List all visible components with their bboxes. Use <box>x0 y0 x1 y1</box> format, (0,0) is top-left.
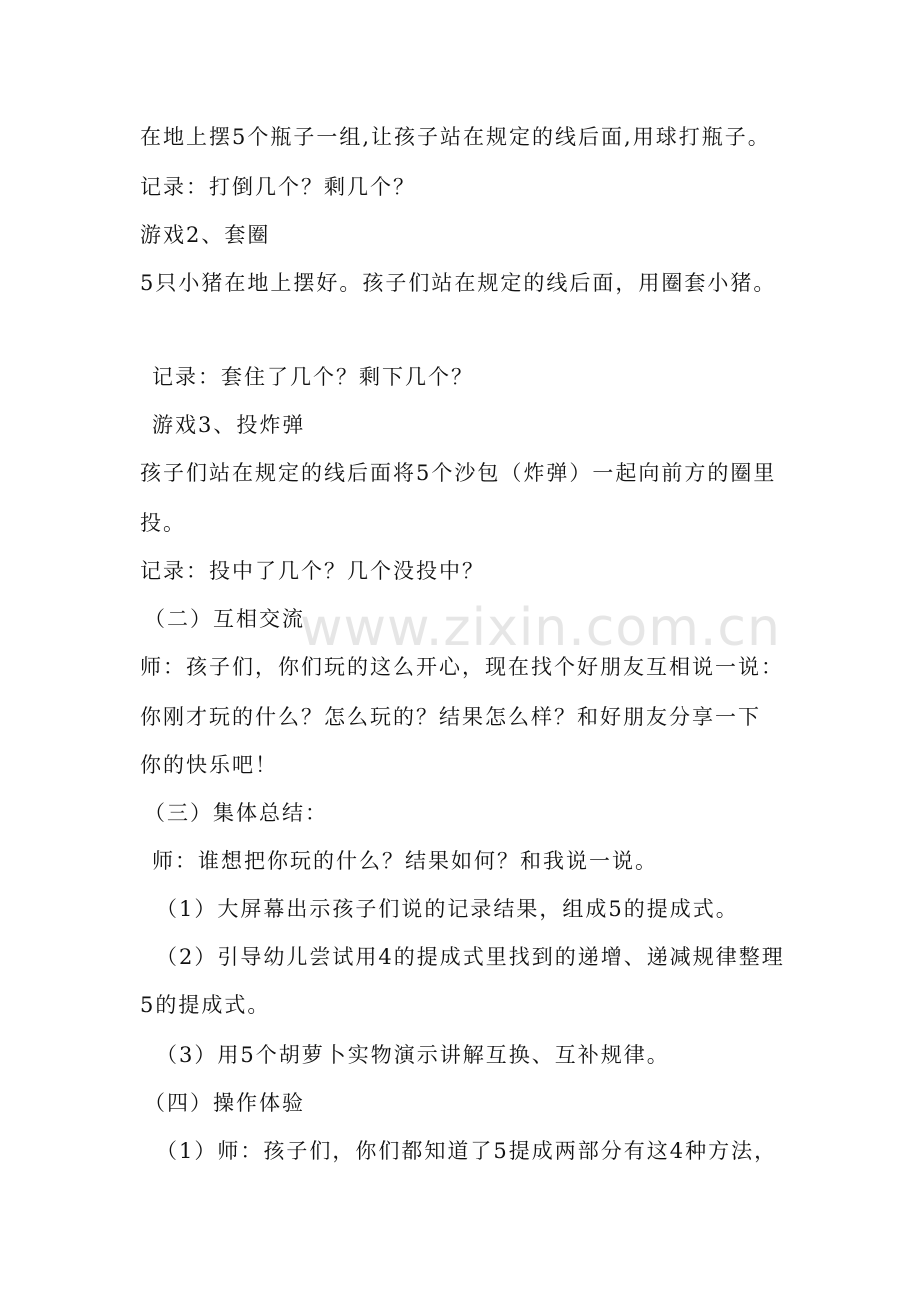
text-line: 你刚才玩的什么？怎么玩的？结果怎么样？和好朋友分享一下 <box>140 705 761 729</box>
text-line: 记录：投中了几个？几个没投中？ <box>140 559 485 583</box>
section-heading: （三）集体总结： <box>144 801 328 825</box>
text-line: 投。 <box>140 511 186 535</box>
watermark: www.zixin.com.cn <box>300 598 781 658</box>
text-line: 师：孩子们，你们玩的这么开心，现在找个好朋友互相说一说： <box>140 655 784 679</box>
text-line: 在地上摆5个瓶子一组,让孩子站在规定的线后面,用球打瓶子。 <box>140 125 771 149</box>
text-line: 5只小猪在地上摆好。孩子们站在规定的线后面，用圈套小猪。 <box>140 271 777 295</box>
text-line: 5的提成式。 <box>140 993 271 1017</box>
text-line: 师：谁想把你玩的什么？结果如何？和我说一说。 <box>152 849 658 873</box>
list-item: （2）引导幼儿尝试用4的提成式里找到的递增、递减规律整理 <box>156 945 785 969</box>
text-line: 游戏3、投炸弹 <box>152 413 306 437</box>
list-item: （1）大屏幕出示孩子们说的记录结果，组成5的提成式。 <box>156 897 739 921</box>
section-heading: （二）互相交流 <box>144 607 305 631</box>
text-line: 游戏2、套圈 <box>140 223 271 247</box>
text-line: 记录：打倒几个？剩几个？ <box>140 175 416 199</box>
text-line: 你的快乐吧！ <box>140 753 278 777</box>
section-heading: （四）操作体验 <box>144 1091 305 1115</box>
text-line: 记录：套住了几个？剩下几个？ <box>152 365 474 389</box>
text-line: 孩子们站在规定的线后面将5个沙包（炸弹）一起向前方的圈里 <box>140 461 777 485</box>
list-item: （3）用5个胡萝卜实物演示讲解互换、互补规律。 <box>156 1043 670 1067</box>
list-item: （1）师：孩子们，你们都知道了5提成两部分有这4种方法， <box>156 1139 778 1163</box>
